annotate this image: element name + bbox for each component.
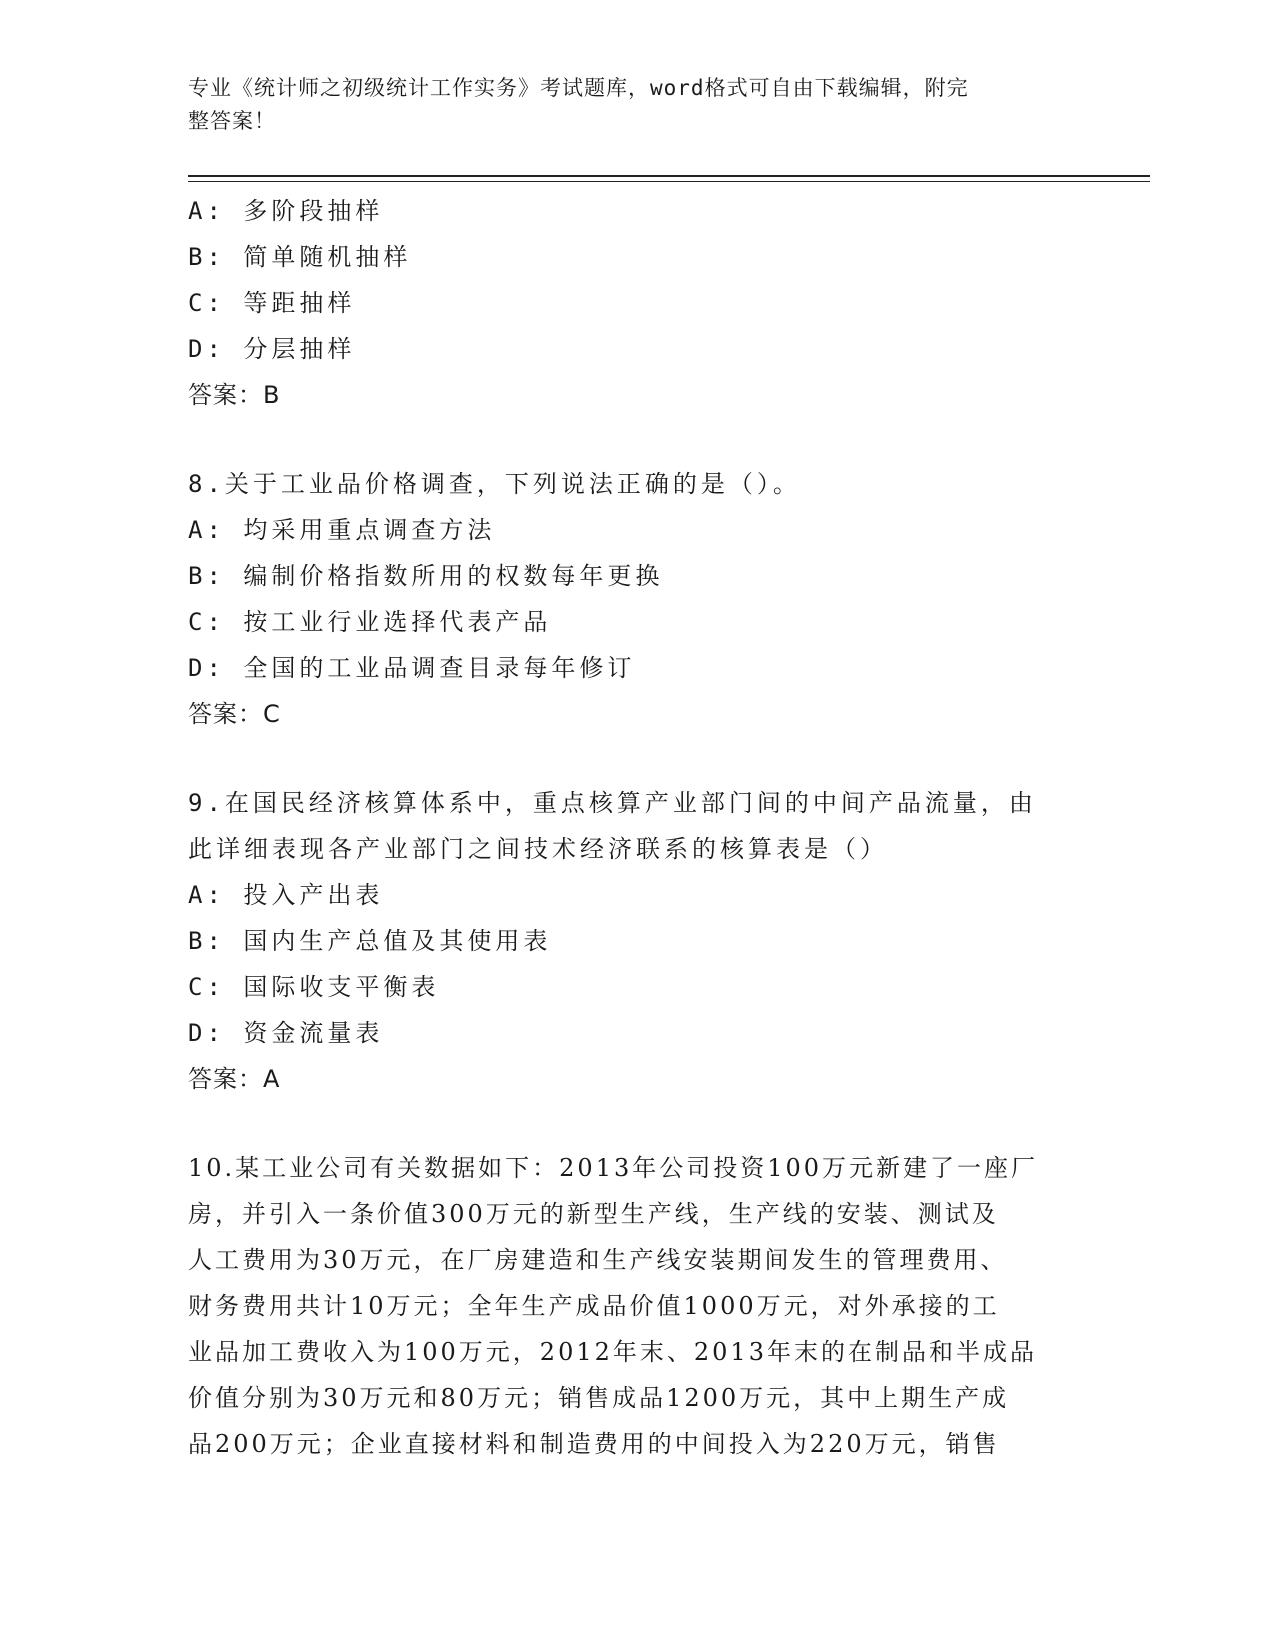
question-10 — [188, 1145, 1088, 1467]
option-c: C: 按工业行业选择代表产品 — [188, 608, 552, 636]
spacer — [188, 418, 1088, 461]
answer: 答案：A — [188, 1065, 281, 1093]
answer: 答案：B — [188, 381, 281, 409]
question-8 — [188, 461, 1088, 737]
question-text-line-2: 此详细表现各产业部门之间技术经济联系的核算表是（） — [188, 835, 888, 863]
option-b: B: 编制价格指数所用的权数每年更换 — [188, 562, 664, 590]
option-a: A: 均采用重点调查方法 — [188, 516, 496, 544]
question-text-line-7: 品200万元；企业直接材料和制造费用的中间投入为220万元，销售 — [188, 1430, 1000, 1458]
header-line-2: 整答案！ — [188, 109, 276, 133]
question-9 — [188, 780, 1088, 1102]
header-line-1: 专业《统计师之初级统计工作实务》考试题库，word格式可自由下载编辑，附完 — [188, 76, 969, 100]
answer: 答案：C — [188, 700, 281, 728]
question-text-line-2: 房，并引入一条价值300万元的新型生产线，生产线的安装、测试及 — [188, 1200, 999, 1228]
option-c: C: 国际收支平衡表 — [188, 973, 440, 1001]
spacer — [188, 737, 1088, 780]
question-text-line-5: 业品加工费收入为100万元，2012年末、2013年末的在制品和半成品 — [188, 1338, 1037, 1366]
option-b: B: 简单随机抽样 — [188, 243, 412, 271]
option-d: D: 分层抽样 — [188, 335, 356, 363]
question-text-line-1: 9.在国民经济核算体系中，重点核算产业部门间的中间产品流量，由 — [188, 789, 1037, 817]
spacer — [188, 1102, 1088, 1145]
document-header — [188, 72, 1068, 138]
header-divider-thick — [188, 175, 1150, 177]
question-text-line-1: 10.某工业公司有关数据如下：2013年公司投资100万元新建了一座厂 — [188, 1154, 1039, 1182]
question-text: 8.关于工业品价格调查，下列说法正确的是（）。 — [188, 470, 801, 498]
option-a: A: 投入产出表 — [188, 881, 384, 909]
option-d: D: 全国的工业品调查目录每年修订 — [188, 654, 636, 682]
option-a: A: 多阶段抽样 — [188, 197, 384, 225]
header-divider-thin — [188, 181, 1150, 182]
question-text-line-4: 财务费用共计10万元；全年生产成品价值1000万元，对外承接的工 — [188, 1292, 1000, 1320]
option-b: B: 国内生产总值及其使用表 — [188, 927, 552, 955]
question-text-line-3: 人工费用为30万元，在厂房建造和生产线安装期间发生的管理费用、 — [188, 1246, 1008, 1274]
option-d: D: 资金流量表 — [188, 1019, 384, 1047]
question-7-tail — [188, 188, 1088, 418]
option-c: C: 等距抽样 — [188, 289, 356, 317]
document-body — [188, 188, 1088, 1467]
question-text-line-6: 价值分别为30万元和80万元；销售成品1200万元，其中上期生产成 — [188, 1384, 1010, 1412]
